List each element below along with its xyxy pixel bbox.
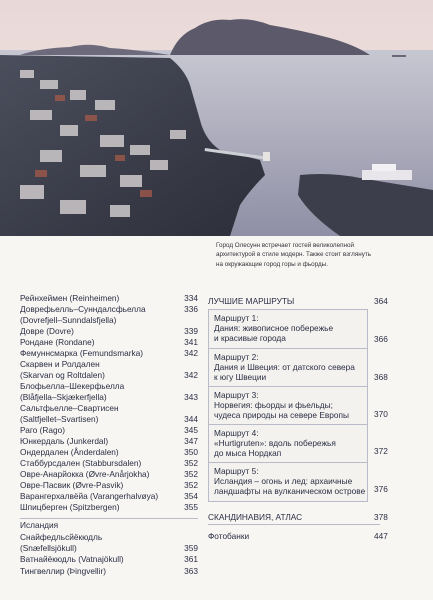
- cover-photo: [0, 0, 433, 236]
- toc-entry-subtitle: [20, 414, 198, 425]
- toc-entry[interactable]: [20, 458, 198, 469]
- caption-line: архитектурой в стиле модерн. Также стоит взглянуть: [216, 251, 372, 259]
- toc-entry[interactable]: [20, 348, 198, 359]
- toc-entry[interactable]: [20, 381, 198, 392]
- toc-entry-page: 339: [184, 326, 198, 336]
- route-title: Норвегия: фьорды и фьельды;: [214, 400, 333, 410]
- route-label: Маршрут 2:: [214, 352, 259, 362]
- toc-entry-title: Ондердален (Ånderdalen): [20, 447, 119, 457]
- toc-entry-page: 359: [184, 543, 198, 553]
- toc-entry-title: Шпицберген (Spitzbergen): [20, 502, 120, 512]
- toc-entry-page: 361: [184, 554, 198, 564]
- route-page: 370: [374, 409, 388, 419]
- toc-entry-page: 350: [184, 447, 198, 457]
- toc-entry-page: 334: [184, 293, 198, 303]
- toc-entry-page: 341: [184, 337, 198, 347]
- toc-entry[interactable]: [20, 359, 198, 370]
- photo-caption: [216, 241, 416, 269]
- toc-entry-title: (Skarvan og Roltdalen): [20, 370, 105, 380]
- toc-entry[interactable]: [20, 304, 198, 315]
- route-title: «Hurtigruten»: вдоль побережья: [214, 438, 336, 448]
- toc-entry[interactable]: [20, 447, 198, 458]
- toc-entry-page: 344: [184, 414, 198, 424]
- section-divider: [208, 524, 380, 525]
- toc-entry-title: (Blåfjella–Skjækerfjella): [20, 392, 107, 402]
- toc-entry-page: 343: [184, 392, 198, 402]
- caption-line: Город Олесунн встречает гостей великолепной: [216, 242, 355, 249]
- route-3-box[interactable]: [208, 386, 368, 426]
- route-page: 366: [374, 334, 388, 344]
- photo-bank-page: 447: [374, 531, 388, 541]
- route-label: Маршрут 4:: [214, 428, 259, 438]
- route-title: Дания: живописное побережье: [214, 323, 334, 333]
- route-label: Маршрут 5:: [214, 466, 259, 476]
- route-page: 368: [374, 372, 388, 382]
- caption-line: на окружающие город горы и фьорды.: [216, 260, 328, 268]
- toc-entry-subtitle: [20, 370, 198, 381]
- section-title-iceland: [20, 520, 198, 531]
- route-title: ландшафты на вулканическом острове: [214, 486, 366, 496]
- toc-entry-page: 347: [184, 436, 198, 446]
- route-4-box[interactable]: [208, 424, 368, 464]
- route-page: 372: [374, 446, 388, 456]
- toc-entry[interactable]: [20, 554, 198, 565]
- toc-entry-page: 352: [184, 469, 198, 479]
- route-title: чудеса природы на севере Европы: [214, 410, 349, 420]
- photo-bank-title[interactable]: Фотобанки: [208, 531, 250, 541]
- route-5-box[interactable]: [208, 462, 368, 502]
- route-title: до мыса Нордкап: [214, 448, 282, 458]
- toc-entry-title: Скарвен и Ролдален: [20, 359, 100, 369]
- atlas-page: 378: [374, 512, 388, 522]
- route-page: 376: [374, 484, 388, 494]
- toc-entry-title: Тингвеллир (Þingvellir): [20, 566, 107, 576]
- section-divider: [20, 518, 198, 519]
- toc-entry-page: 355: [184, 502, 198, 512]
- toc-entry-page: 342: [184, 370, 198, 380]
- route-label: Маршрут 1:: [214, 313, 259, 323]
- toc-entry-page: 345: [184, 425, 198, 435]
- alesund-photo: [0, 0, 433, 236]
- toc-entry[interactable]: [20, 469, 198, 480]
- route-title: Исландия – огонь и лед: архаичные: [214, 476, 353, 486]
- toc-entry-title: Стаббурсдален (Stabbursdalen): [20, 458, 142, 468]
- toc-entry-title: Раго (Rago): [20, 425, 65, 435]
- routes-page: 364: [374, 296, 388, 306]
- toc-entry-page: 363: [184, 566, 198, 576]
- toc-entry-title: Рейнхеймен (Reinheimen): [20, 293, 120, 303]
- toc-entry-page: 352: [184, 458, 198, 468]
- route-1-box[interactable]: [208, 309, 368, 349]
- toc-entry-title: Овре-Анарйокка (Øvre-Anårjokha): [20, 469, 150, 479]
- toc-entry-subtitle: [20, 543, 198, 554]
- toc-entry[interactable]: [20, 532, 198, 543]
- toc-entry[interactable]: [20, 337, 198, 348]
- toc-entry-title: Довре (Dovre): [20, 326, 74, 336]
- route-title: Дания и Швеция: от датского севера: [214, 362, 355, 372]
- toc-entry-subtitle: [20, 392, 198, 403]
- toc-entry-title: Юнкердаль (Junkerdal): [20, 436, 109, 446]
- toc-entry-page: 352: [184, 480, 198, 490]
- toc-entry-title: Доврефьелль–Сунндалсфьелла: [20, 304, 146, 314]
- toc-entry-title: Снайфедльсйёкюдль: [20, 532, 103, 542]
- toc-entry[interactable]: [20, 425, 198, 436]
- toc-entry[interactable]: [20, 403, 198, 414]
- section-title: Исландия: [20, 520, 59, 530]
- toc-entry-title: Фемуннсмарка (Femundsmarka): [20, 348, 144, 358]
- toc-entry-page: 342: [184, 348, 198, 358]
- toc-entry-title: (Saltfjellet–Svartisen): [20, 414, 99, 424]
- toc-entry[interactable]: [20, 436, 198, 447]
- toc-entry[interactable]: [20, 480, 198, 491]
- route-title: к югу Швеции: [214, 372, 267, 382]
- toc-entry-page: 336: [184, 304, 198, 314]
- toc-entry[interactable]: [20, 326, 198, 337]
- toc-entry-title: (Dovrefjell–Sunndalsfjella): [20, 315, 117, 325]
- toc-entry-subtitle: [20, 315, 198, 326]
- toc-entry-title: Сальтфьелле–Свартисен: [20, 403, 119, 413]
- toc-entry-title: Блофьелла–Шекерфьелла: [20, 381, 125, 391]
- toc-entry-title: Овре-Пасвик (Øvre-Pasvik): [20, 480, 124, 490]
- toc-entry-title: Рондане (Rondane): [20, 337, 95, 347]
- toc-entry-page: 354: [184, 491, 198, 501]
- toc-entry-title: Варангерхалвёйа (Varangerhalvøya): [20, 491, 159, 501]
- atlas-title[interactable]: СКАНДИНАВИЯ, АТЛАС: [208, 512, 303, 522]
- toc-entry[interactable]: [20, 566, 198, 577]
- toc-entry[interactable]: [20, 502, 198, 513]
- route-title: и красивые города: [214, 333, 286, 343]
- route-2-box[interactable]: [208, 348, 368, 388]
- toc-entry[interactable]: [20, 293, 198, 304]
- route-label: Маршрут 3:: [214, 390, 259, 400]
- routes-title[interactable]: ЛУЧШИЕ МАРШРУТЫ: [208, 296, 295, 306]
- toc-entry[interactable]: [20, 491, 198, 502]
- toc-entry-title: Ватнайёкюдль (Vatnajökull): [20, 554, 124, 564]
- toc-entry-title: (Snæfellsjökull): [20, 543, 77, 553]
